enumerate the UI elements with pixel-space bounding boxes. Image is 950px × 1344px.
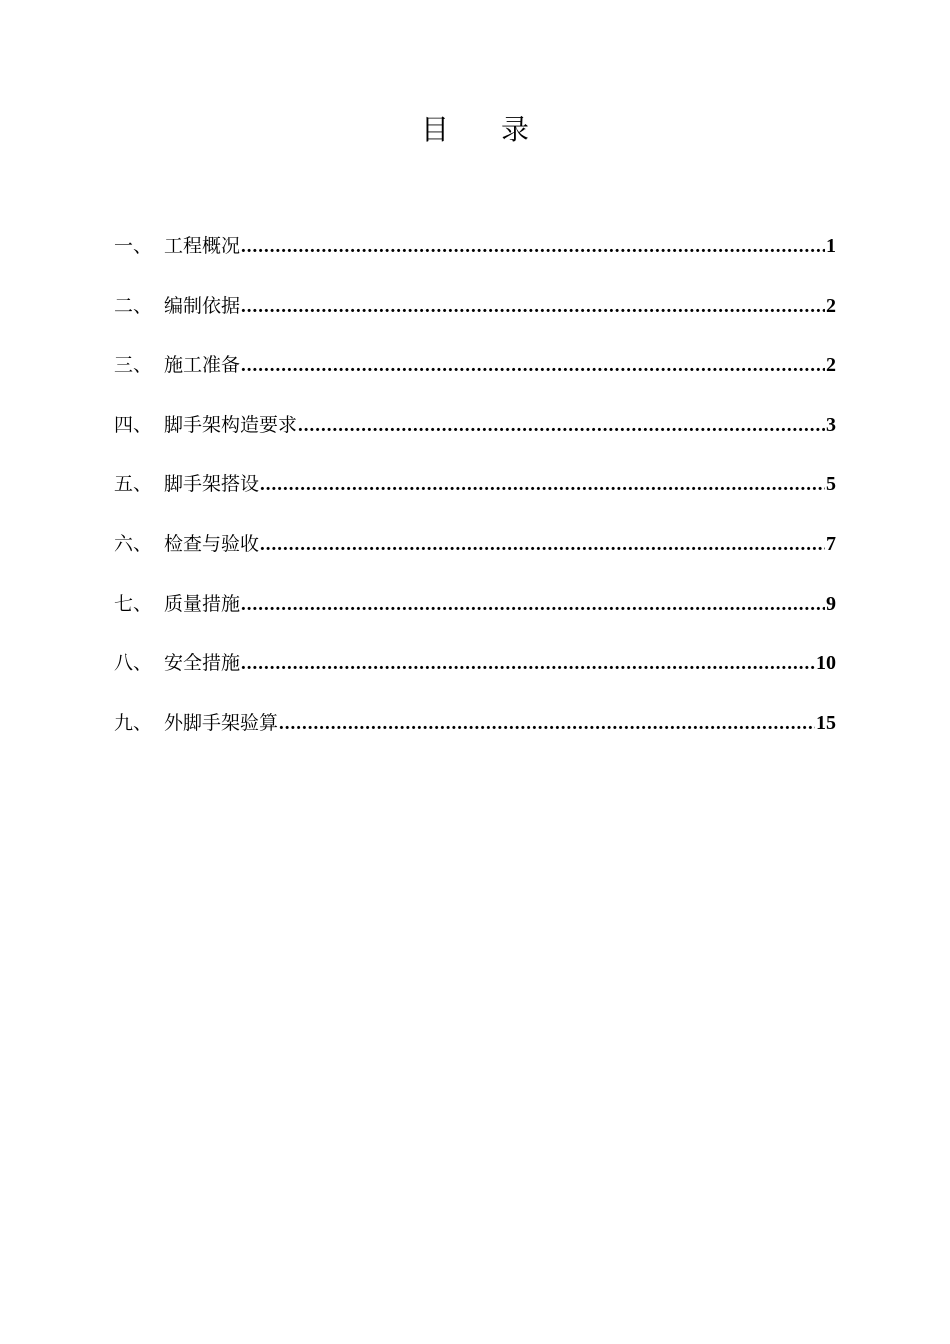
table-of-contents [114,226,836,762]
toc-entry[interactable] [114,524,836,584]
toc-dot-leader [279,704,815,744]
toc-entry-page: 10 [816,652,836,675]
toc-entry-page: 2 [826,354,836,377]
toc-entry-title: 施工准备 [164,354,241,377]
toc-dot-leader [241,287,825,327]
toc-entry[interactable] [114,226,836,286]
toc-dot-leader [241,585,825,625]
toc-entry-title: 质量措施 [164,592,241,615]
toc-dot-leader [260,525,825,565]
toc-entry-page: 2 [826,294,836,317]
toc-entry[interactable] [114,464,836,524]
toc-entry-title: 检查与验收 [164,532,260,555]
page-title [0,108,950,152]
title-char-2: 录 [501,113,530,146]
toc-entry-page: 9 [826,592,836,615]
toc-dot-leader [241,346,825,386]
toc-dot-leader [260,465,825,505]
toc-entry-number: 一、 [114,235,153,257]
toc-entry-number: 七、 [114,592,153,615]
toc-entry[interactable] [114,703,836,763]
toc-entry-title: 脚手架构造要求 [164,413,298,436]
toc-entry-number: 九、 [114,711,153,734]
toc-entry-page: 3 [826,413,836,436]
toc-entry-number: 四、 [114,413,153,436]
toc-entry[interactable] [114,643,836,703]
title-char-1: 目 [420,113,449,146]
toc-entry[interactable] [114,345,836,405]
toc-entry-title: 安全措施 [164,652,241,675]
toc-entry-number: 八、 [114,652,153,675]
toc-entry-page: 7 [826,532,836,555]
toc-entry-number: 二、 [114,294,153,317]
toc-entry[interactable] [114,584,836,644]
toc-entry-page: 15 [816,711,836,734]
toc-dot-leader [241,227,825,267]
toc-entry-page: 5 [826,473,836,496]
toc-entry-title: 编制依据 [164,294,241,317]
toc-entry-title: 工程概况 [164,235,241,257]
toc-entry-page: 1 [826,235,836,257]
toc-entry-number: 六、 [114,532,153,555]
toc-dot-leader [298,406,825,446]
toc-entry[interactable] [114,286,836,346]
toc-dot-leader [241,644,815,684]
toc-entry-number: 五、 [114,473,153,496]
toc-entry[interactable] [114,405,836,465]
toc-entry-title: 脚手架搭设 [164,473,260,496]
toc-entry-number: 三、 [114,354,153,377]
toc-entry-title: 外脚手架验算 [164,711,279,734]
